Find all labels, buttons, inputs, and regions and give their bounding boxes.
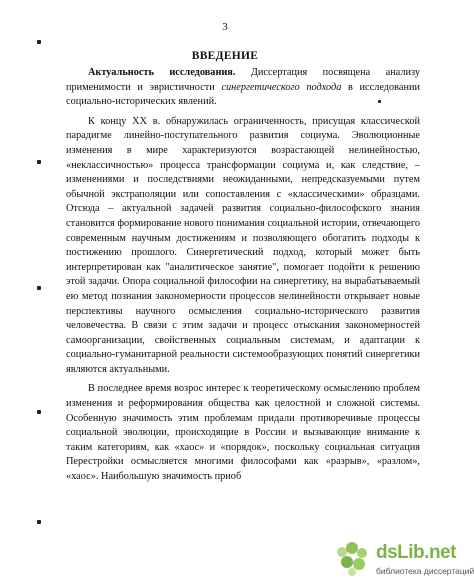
emphasis-text: синергетического подхода <box>221 81 342 93</box>
section-heading: ВВЕДЕНИЕ <box>191 50 259 62</box>
watermark <box>332 540 474 582</box>
scan-mark <box>37 40 41 44</box>
watermark-title: dsLib.net <box>376 542 456 563</box>
scan-mark <box>378 100 381 103</box>
page-number: 3 <box>222 21 228 33</box>
paragraph-relevance <box>66 66 420 110</box>
paragraph-context: К концу XX в. обнаружилась ограниченность, присущая классической парадигме линейно-поступательного развития социума. Эволюционные изменения в мире характеризуются возрастающей нелинейностью, «неклассичностью» процесса трансформации социума и, как следствие, – изменениями и последствиями неожиданными, непредсказуемыми путем обычной экстраполяции или сопоставления с «классическими» образцами. Отсюда – актуальной задачей развития социально-философского знания становится формирование нового понимания социальной истории, отвечающего современным научным достижениям и позволяющего обогатить подходы к постижению прошлого. Синергетический подход, который может быть интерпретирован как "аналитическое занятие", помогает подойти к решению этой задачи. Опора социальной философии на синергетику, на вырабатываемый ею метод познания закономерности процессов нелинейности открывает новые перспективы научного осмысления социально-исторического развития человечества. В связи с этим задачи и процесс отыскания закономерностей самоорганизации, свойственных социальным системам, и адаптации к социально-гуманитарной реальности системообразующих понятий синергетики являются актуальными. <box>66 115 420 375</box>
paragraph-text: Диссертация посвящена анализу применимости и эвристичности <box>66 67 420 93</box>
scan-mark <box>37 410 41 414</box>
scan-mark <box>37 160 41 164</box>
scan-mark <box>37 286 41 290</box>
document-body <box>66 66 420 485</box>
watermark-subtitle: библиотека диссертаций <box>376 566 474 576</box>
dslib-logo-icon <box>332 540 374 578</box>
paragraph-text: в исследовании социально-исторических явлений. <box>66 81 420 108</box>
paragraph-interest: В последнее время возрос интерес к теоретическому осмыслению проблем изменения и реформирования общества как целостной и сложной системы. Особенную значимость этим проблемам придали противоречивые процессы социальной эволюции, происходящие в России и вызывающие внимание к таким категориям, как «хаос» и «порядок», поскольку социальная ситуация Перестройки осмысляется многими философами как «разрыв», «разлом», «хаос». Наибольшую значимость приоб <box>66 383 420 483</box>
relevance-lead: Актуальность исследования. <box>88 67 236 78</box>
scan-mark <box>37 520 41 524</box>
